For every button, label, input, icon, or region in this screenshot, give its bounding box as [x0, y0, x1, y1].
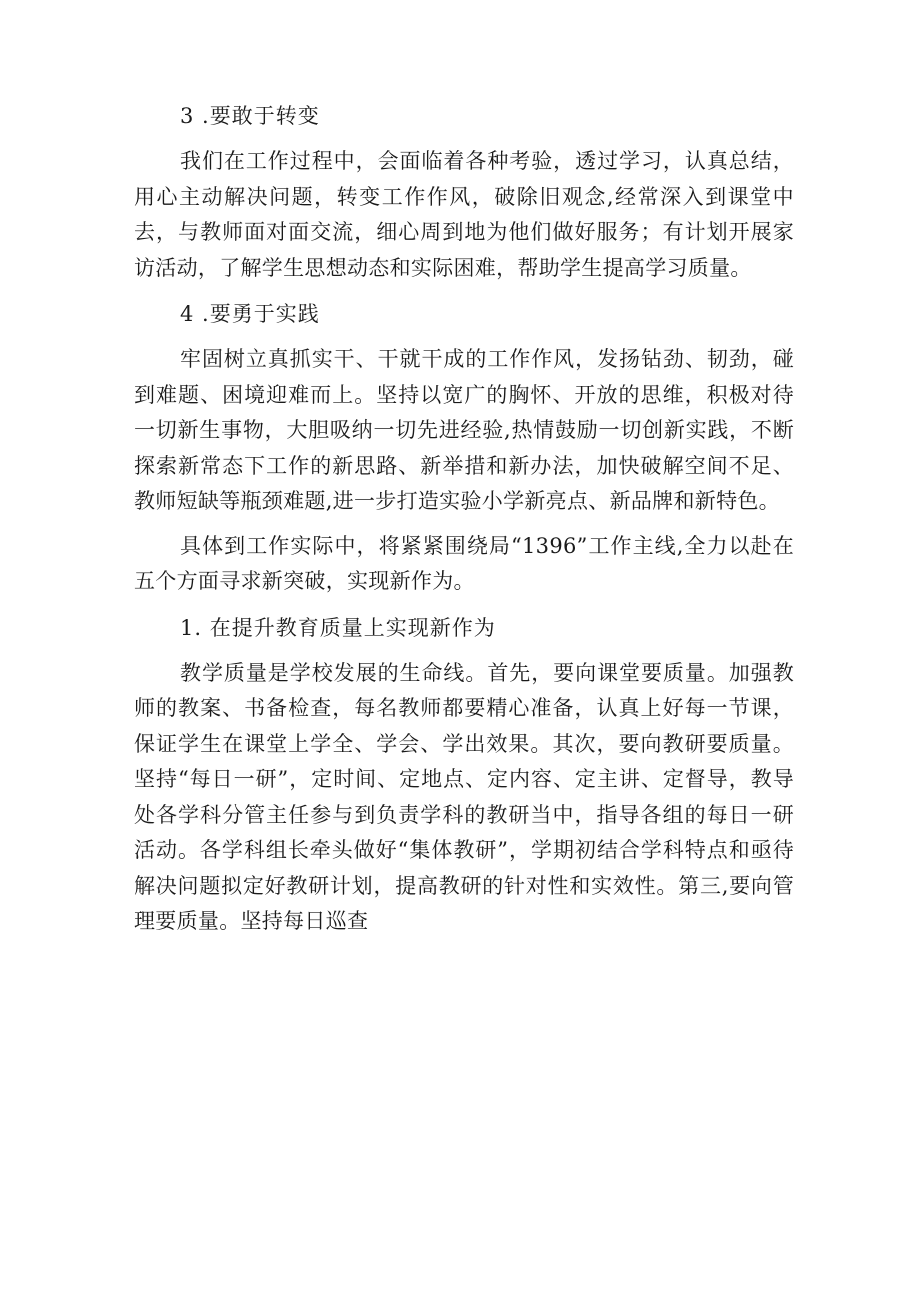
- section-heading-quality: 1. 在提升教育质量上实现新作为: [180, 615, 496, 640]
- paragraph-practice: 牢固树立真抓实干、干就干成的工作作风，发扬钻劲、韧劲，碰到难题、困境迎难而上。坚持以宽广的胸怀、开放的思维，积极对待一切新生事物，大胆吸纳一切先进经验,热情鼓励一切创新实践，不断探索新常态下工作的新思路、新举措和新办法，加快破解空间不足、教师短缺等瓶颈难题,进一步打造实验小学新亮点、新品牌和新特色。: [134, 347, 794, 513]
- paragraph-work-focus: 具体到工作实际中，将紧紧围绕局“1396”工作主线,全力以赴在五个方面寻求新突破，实现新作为。: [134, 533, 794, 593]
- document-body: [134, 97, 794, 940]
- section-heading-4: 4 .要勇于实践: [180, 302, 320, 326]
- paragraph-change: 我们在工作过程中，会面临着各种考验，透过学习，认真总结，用心主动解决问题，转变工作作风，破除旧观念,经常深入到课堂中去，与教师面对面交流，细心周到地为他们做好服务；有计划开展家访活动，了解学生思想动态和实际困难，帮助学生提高学习质量。: [134, 149, 794, 280]
- section-heading-3: 3 .要敢于转变: [180, 104, 320, 128]
- paragraph-teaching-quality: 教学质量是学校发展的生命线。首先，要向课堂要质量。加强教师的教案、书备检查，每名教师都要精心准备，认真上好每一节课，保证学生在课堂上学全、学会、学出效果。其次，要向教研要质量。坚持“每日一研”，定时间、定地点、定内容、定主讲、定督导，教导处各学科分管主任参与到负责学科的教研当中，指导各组的每日一研活动。各学科组长牵头做好“集体教研”，学期初结合学科特点和亟待解决问题拟定好教研计划，提高教研的针对性和实效性。第三,要向管理要质量。坚持每日巡查: [134, 660, 794, 933]
